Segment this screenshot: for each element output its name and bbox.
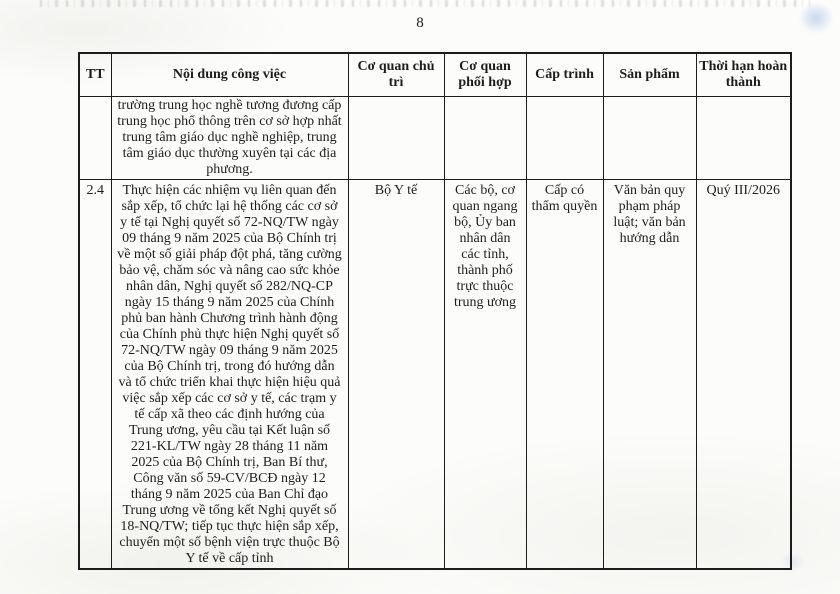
cell-thoi-han: Quý III/2026 [696, 180, 791, 570]
cell-phoi-hop [444, 97, 526, 180]
cell-noi-dung: trường trung học nghề tương đương cấp trung học phổ thông trên cơ sở hợp nhất trung tâm giáo dục nghề nghiệp, trung tâm giáo dục thường xuyên tại các địa phương. [111, 97, 348, 180]
cell-tt: 2.4 [79, 180, 111, 570]
cell-chu-tri: Bộ Y tế [348, 180, 444, 570]
col-header-co-quan-chu-tri: Cơ quan chủ trì [348, 53, 444, 97]
cell-thoi-han [696, 97, 791, 180]
col-header-co-quan-phoi-hop: Cơ quan phối hợp [444, 53, 526, 97]
cell-san-pham: Văn bản quy phạm pháp luật; văn bản hướng dẫn [603, 180, 696, 570]
page-number: 8 [416, 15, 424, 31]
col-header-cap-trinh: Cấp trình [526, 53, 603, 97]
col-header-noi-dung: Nội dung công việc [111, 53, 348, 97]
table-header-row [79, 53, 791, 97]
scan-noise-band [40, 0, 810, 7]
table-row-continuation [79, 97, 791, 180]
cell-noi-dung: Thực hiện các nhiệm vụ liên quan đến sắp xếp, tổ chức lại hệ thống các cơ sở y tế tại Nghị quyết số 72-NQ/TW ngày 09 tháng 9 năm 2025 của Bộ Chính trị về một số giải pháp đột phá, tăng cường bảo vệ, chăm sóc và nâng cao sức khỏe nhân dân, Nghị quyết số 282/NQ-CP ngày 15 tháng 9 năm 2025 của Chính phủ ban hành Chương trình hành động của Chính phủ thực hiện Nghị quyết số 72-NQ/TW ngày 09 tháng 9 năm 2025 của Bộ Chính trị, trong đó hướng dẫn và tổ chức triển khai thực hiện hiệu quả việc sắp xếp các cơ sở y tế, các trạm y tế cấp xã theo các định hướng của Trung ương, yêu cầu tại Kết luận số 221-KL/TW ngày 28 tháng 11 năm 2025 của Bộ Chính trị, Ban Bí thư, Công văn số 59-CV/BCĐ ngày 12 tháng 9 năm 2025 của Ban Chỉ đạo Trung ương về tổng kết Nghị quyết số 18-NQ/TW; tiếp tục thực hiện sắp xếp, chuyển một số bệnh viện trực thuộc Bộ Y tế về cấp tỉnh [111, 180, 348, 570]
table-row-2-4 [79, 180, 791, 570]
cell-tt [79, 97, 111, 180]
work-plan-table [78, 52, 792, 570]
col-header-thoi-han: Thời hạn hoàn thành [696, 53, 791, 97]
col-header-tt: TT [79, 53, 111, 97]
cell-cap-trinh: Cấp có thẩm quyền [526, 180, 603, 570]
col-header-san-pham: Sản phẩm [603, 53, 696, 97]
cell-san-pham [603, 97, 696, 180]
cell-chu-tri [348, 97, 444, 180]
cell-phoi-hop: Các bộ, cơ quan ngang bộ, Ủy ban nhân dân các tỉnh, thành phố trực thuộc trung ương [444, 180, 526, 570]
cell-cap-trinh [526, 97, 603, 180]
